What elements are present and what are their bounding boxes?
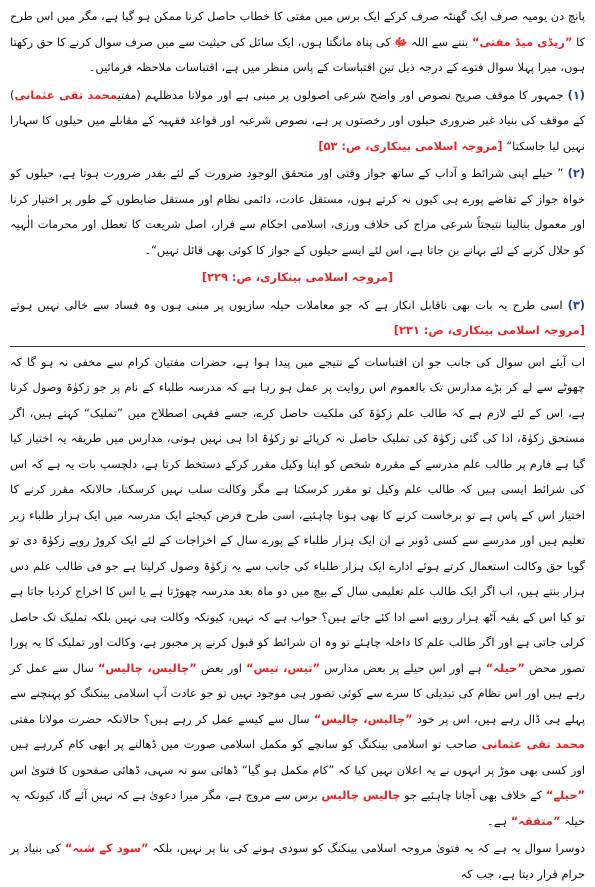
quote-3-number: (۳) bbox=[567, 297, 586, 312]
hila-highlight: ”حیلہ“ bbox=[485, 660, 525, 675]
section-divider bbox=[10, 346, 585, 347]
unanimous-highlight: ”متفقہ“ bbox=[510, 813, 561, 828]
quote-1-text-2: ) کے موقف کی بنیاد غیر ضروری حیلوں اور رخصتوں پر ہے، نصوص شرعیہ اور قواعد فقہیہ کے مقابلے میں حیلوں کا سہارا نہیں لیا جاسکتا“ bbox=[10, 87, 585, 153]
body-paragraph bbox=[10, 350, 585, 835]
suspicion-of-interest-highlight: ”سود کے شبہ“ bbox=[64, 841, 149, 855]
jalla-jalaluhu-glyph: ﷻ bbox=[394, 34, 408, 49]
quote-1-text-1: جمہور کا موقف صریح نصوص اور واضح شرعی اصولوں پر مبنی ہے اور مولانا مدظلہم (مفتی bbox=[117, 87, 564, 102]
body-text-4: سال سے عمل کر رہے ہیں اور اس نظام کی تبدیلی کا سرے سے کوئی تصور ہی موجود نہیں تو جو عادت آپ اسلامی بینکنگ کو پہنچنے سے پہلے ہی ڈال رہے ہیں، اس پر خود bbox=[10, 660, 585, 726]
quote-2-text: ” حیلے اپنی شرائط و آداب کے ساتھ جواز وقتی اور متحقق الوجود ضرورت کے لئے بقدر ضرورت ہوتا ہے، حیلوں کو خواہ جواز کے تقاضے پورے ہی کیوں نہ کرتے ہوں، مستقل عادت، دائمی نظام اور مستقل ضابطوں کے طور پر اختیار کرنا اور معمول بنالینا نتیجتاً شرعی مزاج کی خلاف ورزی، اسلامی احکام سے فرار، اصل شریعت کا تعطل اور محرمات الٰہیہ کو حلال کرنے کے لئے بہانے بن جاتا ہے، اس لئے ایسے حیلوں کے جواز کا کوئی بھی قائل نہیں“۔ bbox=[10, 166, 585, 257]
quote-1-number: (۱) bbox=[567, 87, 585, 102]
body-text-6: صاحب تو اسلامی بینکنگ کو سانچے کو مکمل اسلامی صورت میں ڈھالنے پر ابھی کام کررہے ہیں اور کسی بھی موڑ پر انہوں نے یہ اعلان نہیں کیا کہ ”کام مکمل ہو گیا“ ڈھائی سو نہ سہی، ڈھائی صفحوں کا فتویٰ اس bbox=[10, 737, 585, 777]
body-text-8: برس سے مروج ہے، مگر میرا دعویٰ ہے کہ نہیں آئے گا، کیونکہ یہ حیلہ bbox=[10, 788, 585, 828]
body-text-5: سال سے کیسے عمل کر رہے ہیں؟ حالانکہ حضرت مولانا مفتی bbox=[10, 711, 310, 726]
body-text-1: اب آیئے اس سوال کی جانب جو ان اقتباسات کے نتیجے میں پیدا ہوا ہے، حضرات مفتیان کرام سے مخفی نہ ہو گا کہ چھوٹے سے لے کر بڑے مدارس تک بالعموم اس روایت پر عمل ہو رہا ہے کہ مدرسہ طلباء کے نام پر جو زکوٰۃ وصول کرتا ہے، اس کے لئے لازم ہے کہ طالب علم زکوٰۃ کی ملکیت حاصل کرے، جسے فقہی اصطلاح میں ”تملیک“ کہتے ہیں، اگر مستحق زکوٰۃ، ادا کی گئی زکوٰۃ کی تملیک حاصل نہ کرپائے تو زکوٰۃ ادا ہی نہیں ہوتی، مدارس میں طریقہ یہ اختیار کیا گیا ہے فارم پر طالب علم مدرسے کے مقررہ شخص کو اپنا وکیل مقرر کرکے دستخط کرتا ہے، دلچسپ بات یہ ہے کہ اس کی شرائط ایسی ہیں کہ طالب علم وکیل تو مقرر کرسکتا ہے مگر وکالت سلب نہیں کرسکتا، حالانکہ مقرر کرنے کا اختیار اس کے پاس ہے تو برخاست کرنے کا بھی ہونا چاہئیے، اسی طرح فرض کیجئے ایک مدرسہ میں ایک ہزار طلباء زیر تعلیم ہیں اور مدرسے سے کسی ڈونر نے ان ایک ہزار طلباء کے پورے سال کے اخراجات کے لئے ایک کروڑ روپے زکوٰۃ دی تو گویا حق وکالت استعمال کرتے ہوئے ادارے ایک ہزار طلباء کی جانب سے یہ زکوٰۃ وصول کرلیتا ہے جو فی طالب علم دس ہزار بنتے ہیں، اب اگر ایک طالب علم تعلیمی سال کے بیچ میں دو ماہ بعد مدرسہ چھوڑتا ہے یا اس کا اخراج کردیا جاتا ہے تو کیا اس کے بقیہ آٹھ ہزار روپے اسے ادا کئے جاتے ہیں؟ جواب ہے کہ نہیں، کیونکہ وکالت ہی نہیں بلکہ تملیک تک حاصل کرلی جاتی ہے اور اگر طالب علم کا داخلہ چاہئے تو وہ ان شرائط کو قبول کرنے پر مجبور ہے، وکالت اور تملیک کا یہ پورا تصور محض bbox=[10, 354, 586, 675]
body-text-9: ہے۔ bbox=[487, 813, 508, 828]
body-text-2: ہے اور اس حیلے پر بعض مدارس bbox=[324, 660, 482, 675]
body-text-7: کے خلاف بھی آجانا چاہئیے جو bbox=[404, 788, 543, 802]
footer-paragraph bbox=[10, 836, 585, 887]
intro-text-1: پانچ دن یومیہ صرف ایک گھنٹہ صرف کرکے ایک برس میں مفتی کا خطاب حاصل کرنا ممکن ہو گیا ہے، مگر میں اس طرح کا bbox=[10, 9, 586, 49]
forty-forty-highlight: ”چالیس، چالیس“ bbox=[97, 660, 197, 675]
forty-years-highlight: چالیس چالیس bbox=[321, 788, 401, 802]
quote-3-text: اسی طرح یہ بات بھی ناقابل انکار ہے کہ جو معاملات حیلہ سازیوں پر مبنی ہوں وہ فساد سے خالی نہیں ہوتے bbox=[10, 297, 563, 312]
quote-3 bbox=[10, 293, 585, 344]
quote-1-reference: [مروجہ اسلامی بینکاری، ص: ۵۳] bbox=[318, 138, 503, 153]
ready-made-mufti-highlight: ”ریڈی میڈ مفتی“ bbox=[471, 34, 573, 49]
quote-3-reference: [مروجہ اسلامی بینکاری، ص: ۲۳۱] bbox=[393, 323, 585, 337]
body-text-3: اور بعض bbox=[200, 660, 242, 675]
quote-2-reference: [مروجہ اسلامی بینکاری، ص: ۲۲۹] bbox=[201, 270, 394, 284]
author-name-highlight: محمد تقی عثمانی bbox=[481, 737, 585, 751]
forty-forty-highlight-2: ”چالیس، چالیس“ bbox=[313, 711, 413, 726]
intro-text-2: بننے سے اللہ bbox=[410, 34, 469, 49]
intro-text-3: کی پناہ مانگتا ہوں، ایک سائل کی حیثیت سے میں صرف سوال کرنے کا حق رکھتا ہوں، میرا پہلا سوال فتوے کے درجہ ذیل تین اقتباسات کے پاس منظر میں ہے، اقتباسات ملاحظہ فرمائیں۔ bbox=[10, 34, 585, 74]
footer-text-2: کی بنیاد پر حرام قرار دیتا ہے، جب کہ bbox=[10, 841, 585, 881]
quote-2 bbox=[10, 161, 585, 263]
quote-1-author-highlight: محمد تقی عثمانی bbox=[14, 87, 118, 102]
quote-1 bbox=[10, 83, 585, 160]
thirty-thirty-highlight: ”تیس، تیس“ bbox=[246, 660, 321, 675]
hile-highlight: ”حیلے“ bbox=[545, 788, 586, 802]
intro-paragraph bbox=[10, 4, 585, 81]
quote-2-number: (۲) bbox=[567, 166, 586, 180]
footer-text-1: دوسرا سوال یہ ہے کہ یہ فتویٰ مروجہ اسلامی بینکنگ کو سودی ہونے کی بنا پر نہیں، بلکہ bbox=[152, 841, 586, 855]
quote-2-reference-line bbox=[10, 265, 585, 291]
